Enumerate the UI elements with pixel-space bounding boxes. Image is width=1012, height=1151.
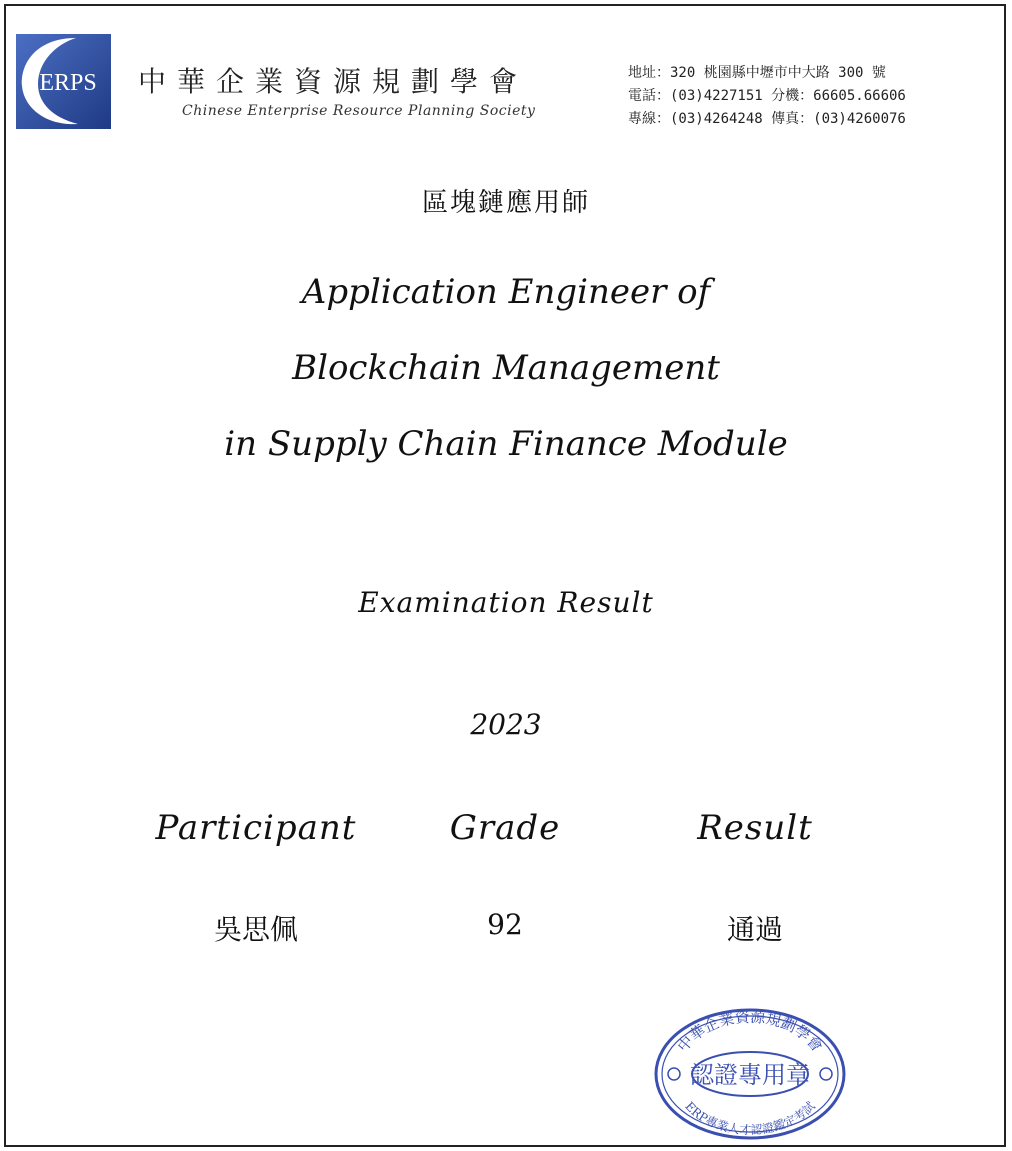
erps-logo [16,34,111,129]
certificate-frame [4,4,1006,1147]
certificate-title-en-line-1: Application Engineer of [301,272,711,312]
participant-header: Participant [155,808,357,848]
participant-name: 吳思佩 [213,913,298,946]
result-value: 通過 [726,913,783,946]
seal-center-text: 認證專用章 [690,1061,810,1089]
certificate-title-zh: 區塊鏈應用師 [421,188,590,218]
certificate-title-en-line-3: in Supply Chain Finance Module [224,424,788,464]
examination-result-heading: Examination Result [358,586,654,619]
grade-value: 92 [487,908,523,941]
phone-line: 電話：(03)4227151 分機：66605.66606 [628,88,906,104]
org-name-en: Chinese Enterprise Resource Planning Society [182,103,536,119]
fax-line: 專線：(03)4264248 傳真：(03)4260076 [628,111,906,127]
official-seal [652,1004,848,1140]
logo-text: ERPS [39,70,97,96]
org-name-zh: 中華企業資源規劃學會 [138,65,529,98]
address-line: 地址：320 桃園縣中壢市中大路 300 號 [628,65,886,81]
contact-block [628,62,906,131]
seal-bottom-text: ERP專業人才認證鑑定考試 [682,1099,818,1138]
exam-year: 2023 [470,708,542,741]
grade-header: Grade [449,808,561,848]
seal-outer-text: 中華企業資源規劃學會 [673,1007,827,1056]
result-header: Result [697,808,813,848]
certificate-title-en-line-2: Blockchain Management [292,348,720,388]
